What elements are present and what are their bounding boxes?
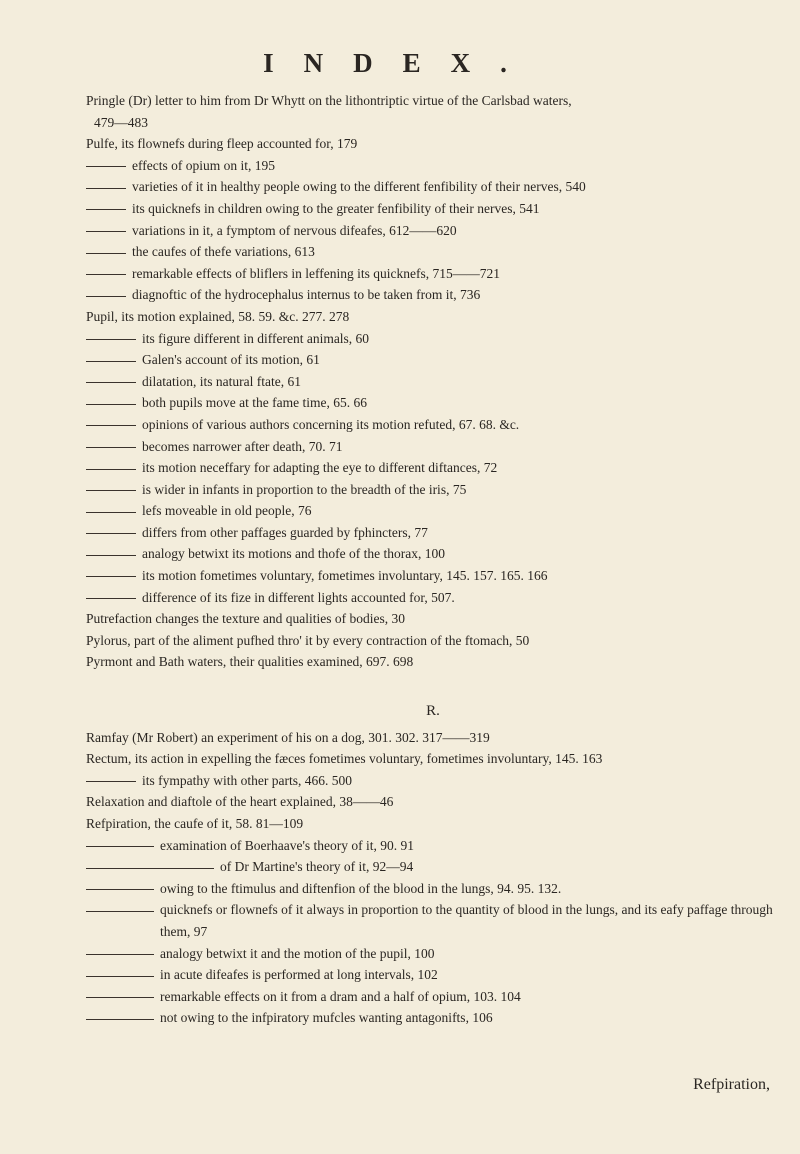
- ditto-dash: [86, 889, 154, 890]
- ditto-dash: [86, 382, 136, 383]
- index-line-text: Pulfe, its flownefs during fleep accounted for, 179: [86, 136, 358, 152]
- page-header: INDEX.: [263, 48, 537, 78]
- ditto-dash: [86, 447, 136, 448]
- ditto-dash: [86, 533, 136, 534]
- index-line: [86, 176, 780, 198]
- ditto-dash: [86, 512, 136, 513]
- index-line-text: Pupil, its motion explained, 58. 59. &c. 277. 278: [86, 308, 350, 324]
- index-line-text: Pyrmont and Bath waters, their qualities examined, 697. 698: [86, 654, 414, 670]
- ditto-dash: [86, 911, 154, 912]
- index-line: [86, 155, 780, 177]
- index-line-text: Pringle (Dr) letter to him from Dr Whytt on the lithontriptic virtue of the Carlsbad waters,: [86, 93, 572, 108]
- index-line-text: dilatation, its natural ftate, 61: [142, 373, 301, 389]
- index-line: [86, 436, 780, 458]
- index-line: [86, 414, 780, 436]
- index-line: [86, 964, 780, 986]
- index-line-text: its motion neceffary for adapting the eye to different diftances, 72: [142, 460, 498, 476]
- index-line-text: analogy betwixt it and the motion of the pupil, 100: [160, 945, 435, 961]
- section-letter-r: R.: [426, 703, 440, 720]
- index-line: [86, 630, 780, 652]
- ditto-dash: [86, 490, 136, 491]
- ditto-dash: [86, 166, 126, 167]
- index-line-text: lefs moveable in old people, 76: [142, 503, 312, 519]
- index-line-text: differs from other paffages guarded by fphincters, 77: [142, 524, 428, 540]
- index-line: [86, 748, 780, 770]
- index-line: [86, 220, 780, 242]
- ditto-dash: [86, 339, 136, 340]
- index-line: [86, 284, 780, 306]
- index-line-text: Rectum, its action in expelling the fæces fometimes voluntary, fometimes involuntary, 145. 163: [86, 751, 603, 767]
- index-line: [86, 500, 780, 522]
- index-line-text: opinions of various authors concerning its motion refuted, 67. 68. &c.: [142, 416, 520, 432]
- ditto-dash: [86, 781, 136, 782]
- index-line-text: Relaxation and diaftole of the heart explained, 38——46: [86, 794, 394, 810]
- ditto-dash: [86, 404, 136, 405]
- index-line-text: becomes narrower after death, 70. 71: [142, 438, 343, 454]
- index-line: [86, 90, 780, 112]
- ditto-dash: [86, 469, 136, 470]
- ditto-dash: [86, 846, 154, 847]
- index-line-text: not owing to the infpiratory mufcles wanting antagonifts, 106: [160, 1010, 493, 1026]
- index-line: [86, 371, 780, 393]
- index-line: [86, 543, 780, 565]
- index-line: [86, 241, 780, 263]
- index-line: [86, 899, 780, 942]
- index-line: [86, 328, 780, 350]
- index-line-text: owing to the ftimulus and diftenfion of the blood in the lungs, 94. 95. 132.: [160, 880, 562, 896]
- index-line-text: variations in it, a fymptom of nervous difeafes, 612——620: [132, 222, 457, 238]
- index-line-text: Galen's account of its motion, 61: [142, 352, 320, 368]
- index-line-text: diagnoftic of the hydrocephalus internus to be taken from it, 736: [132, 287, 481, 303]
- index-line-text: its figure different in different animals, 60: [142, 330, 370, 346]
- entries-r: [86, 727, 780, 1029]
- ditto-dash: [86, 296, 126, 297]
- index-line-text: 479—483: [94, 114, 148, 130]
- index-line: [86, 522, 780, 544]
- index-line: [86, 727, 780, 749]
- index-line: [86, 198, 780, 220]
- index-line-text: quicknefs or flownefs of it always in proportion to the quantity of blood in the lungs, and its eafy paffage through them, 97: [160, 902, 773, 939]
- index-line-text: examination of Boerhaave's theory of it, 90. 91: [160, 837, 414, 853]
- index-line-text: its fympathy with other parts, 466. 500: [142, 772, 352, 788]
- ditto-dash: [86, 868, 214, 869]
- index-line-text: Putrefaction changes the texture and qualities of bodies, 30: [86, 611, 406, 627]
- ditto-dash: [86, 253, 126, 254]
- entries-p: [86, 90, 780, 673]
- ditto-dash: [86, 598, 136, 599]
- index-line-text: analogy betwixt its motions and thofe of the thorax, 100: [142, 546, 445, 562]
- index-line-text: is wider in infants in proportion to the breadth of the iris, 75: [142, 481, 467, 497]
- index-line-text: difference of its fize in different lights accounted for, 507.: [142, 589, 455, 605]
- index-line-text: the caufes of thefe variations, 613: [132, 244, 315, 260]
- index-line-text: its quicknefs in children owing to the greater fenfibility of their nerves, 541: [132, 200, 540, 216]
- index-line: [86, 878, 780, 900]
- index-line: [86, 943, 780, 965]
- index-line: [86, 565, 780, 587]
- index-line: [86, 835, 780, 857]
- index-line-text: Refpiration, the caufe of it, 58. 81—109: [86, 816, 304, 831]
- index-line: [86, 986, 780, 1008]
- index-line: [86, 651, 780, 673]
- ditto-dash: [86, 576, 136, 577]
- ditto-dash: [86, 231, 126, 232]
- index-line: [86, 457, 780, 479]
- ditto-dash: [86, 209, 126, 210]
- index-line: [86, 587, 780, 609]
- ditto-dash: [86, 997, 154, 998]
- ditto-dash: [86, 188, 126, 189]
- index-entries: [86, 90, 780, 1029]
- ditto-dash: [86, 976, 154, 977]
- index-line: [86, 791, 780, 813]
- index-line-text: remarkable effects of bliflers in leffening its quicknefs, 715——721: [132, 265, 501, 281]
- index-line: [86, 392, 780, 414]
- ditto-dash: [86, 361, 136, 362]
- index-line: [86, 1007, 780, 1029]
- ditto-dash: [86, 1019, 154, 1020]
- index-line-text: varieties of it in healthy people owing to the different fenfibility of their nerves, 540: [132, 179, 586, 195]
- ditto-dash: [86, 425, 136, 426]
- ditto-dash: [86, 555, 136, 556]
- index-line-text: of Dr Martine's theory of it, 92—94: [220, 859, 414, 875]
- index-line: [86, 349, 780, 371]
- index-line-text: both pupils move at the fame time, 65. 66: [142, 395, 367, 411]
- index-line: [86, 112, 780, 134]
- index-line: [86, 856, 780, 878]
- index-line: [86, 133, 780, 155]
- index-line: [86, 608, 780, 630]
- index-line-text: remarkable effects on it from a dram and a half of opium, 103. 104: [160, 988, 521, 1004]
- index-line-text: in acute difeafes is performed at long intervals, 102: [160, 967, 438, 983]
- catchword: Refpiration,: [693, 1076, 770, 1093]
- index-line: [86, 479, 780, 501]
- index-line-text: its motion fometimes voluntary, fometimes involuntary, 145. 157. 165. 166: [142, 568, 548, 584]
- index-line: [86, 306, 780, 328]
- index-line: [86, 770, 780, 792]
- ditto-dash: [86, 954, 154, 955]
- index-line-text: Ramfay (Mr Robert) an experiment of his on a dog, 301. 302. 317——319: [86, 729, 490, 745]
- index-line: [86, 263, 780, 285]
- index-line: [86, 813, 780, 835]
- index-line-text: effects of opium on it, 195: [132, 157, 275, 173]
- ditto-dash: [86, 274, 126, 275]
- index-line-text: Pylorus, part of the aliment pufhed thro' it by every contraction of the ftomach, 50: [86, 632, 530, 648]
